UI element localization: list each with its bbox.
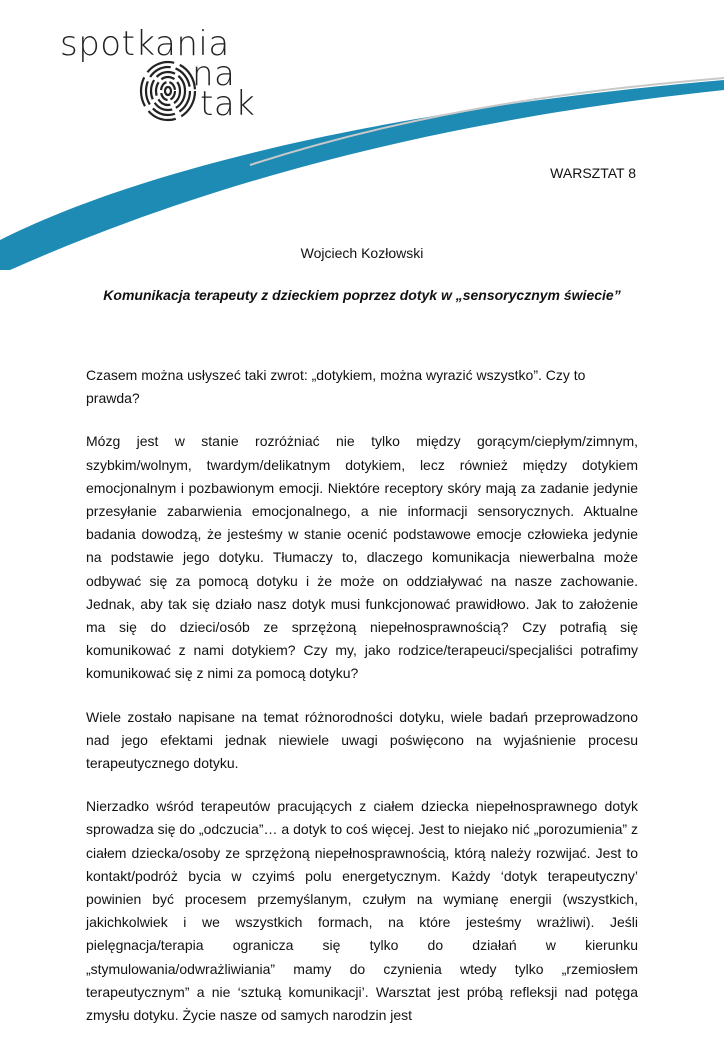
document-title: Komunikacja terapeuty z dzieckiem poprzez dotyk w „sensorycznym świecie” (103, 287, 621, 303)
logo-word-spotkania: spotkania (60, 24, 230, 64)
paragraph-4: Nierzadko wśród terapeutów pracujących z ciałem dziecka niepełnosprawnego dotyk sprowadza się do „odczucia”… a dotyk to coś więcej. Jest to niejako nić „porozumienia” z ciałem dziecka/osoby ze sprzężoną niepełnosprawnością, którą należy rozwijać. Jest to kontakt/podróż bycia w czyimś polu energetycznym. Każdy ‘dotyk terapeutyczny’ powinien być procesem przemyślanym, czułym na wymianę energii (wszystkich, jakichkolwiek i we wszystkich formach, na które jesteśmy wrażliwi). Jeśli pielęgnacja/terapia ogranicza się tylko do działań w kierunku „stymulowania/odwrażliwiania” mamy do czynienia wtedy tylko „rzemiosłem terapeutycznym” a nie ‘sztuką komunikacji’. Warsztat jest próbą refleksji nad potęga zmysłu dotyku. Życie nasze od samych narodzin jest (86, 798, 638, 1024)
paragraph-3: Wiele zostało napisane na temat różnorodności dotyku, wiele badań przeprowadzono nad jego efektami jednak niewiele uwagi poświęcono na wyjaśnienie procesu terapeutycznego dotyku. (86, 708, 638, 772)
paragraph-1: Czasem można usłyszeć taki zwrot: „dotykiem, można wyrazić wszystko”. Czy to prawda? (86, 367, 586, 407)
author-name: Wojciech Kozłowski (300, 245, 424, 261)
logo-word-na: na (192, 54, 236, 94)
logo-word-tak: tak (200, 84, 256, 124)
workshop-label: WARSZTAT 8 (550, 165, 636, 181)
paragraph-2: Mózg jest w stanie rozróżniać nie tylko między gorącym/ciepłym/zimnym, szybkim/wolnym, twardym/delikatnym dotykiem, lecz również między dotykiem emocjonalnym i pozbawionym emocji. Niektóre receptory skóry mają za zadanie jedynie przesyłanie zabarwienia emocjonalnego, a nie informacji sensorycznych. Aktualne badania dowodzą, że jesteśmy w stanie ocenić podstawowe emocje człowieka jedynie na podstawie jego dotyku. Tłumaczy to, dlaczego komunikacja niewerbalna może odbywać się za pomocą dotyku i że może on oddziaływać na nasze zachowanie. Jednak, aby tak się działo nasz dotyk musi funkcjonować prawidłowo. Jak to założenie ma się do dzieci/osób ze sprzężoną niepełnosprawnością? Czy potrafią się komunikować z nami dotykiem? Czy my, jako rodzice/terapeuci/specjaliści potrafimy komunikować się z nimi za pomocą dotyku? (86, 433, 638, 682)
document-body (86, 364, 638, 1047)
